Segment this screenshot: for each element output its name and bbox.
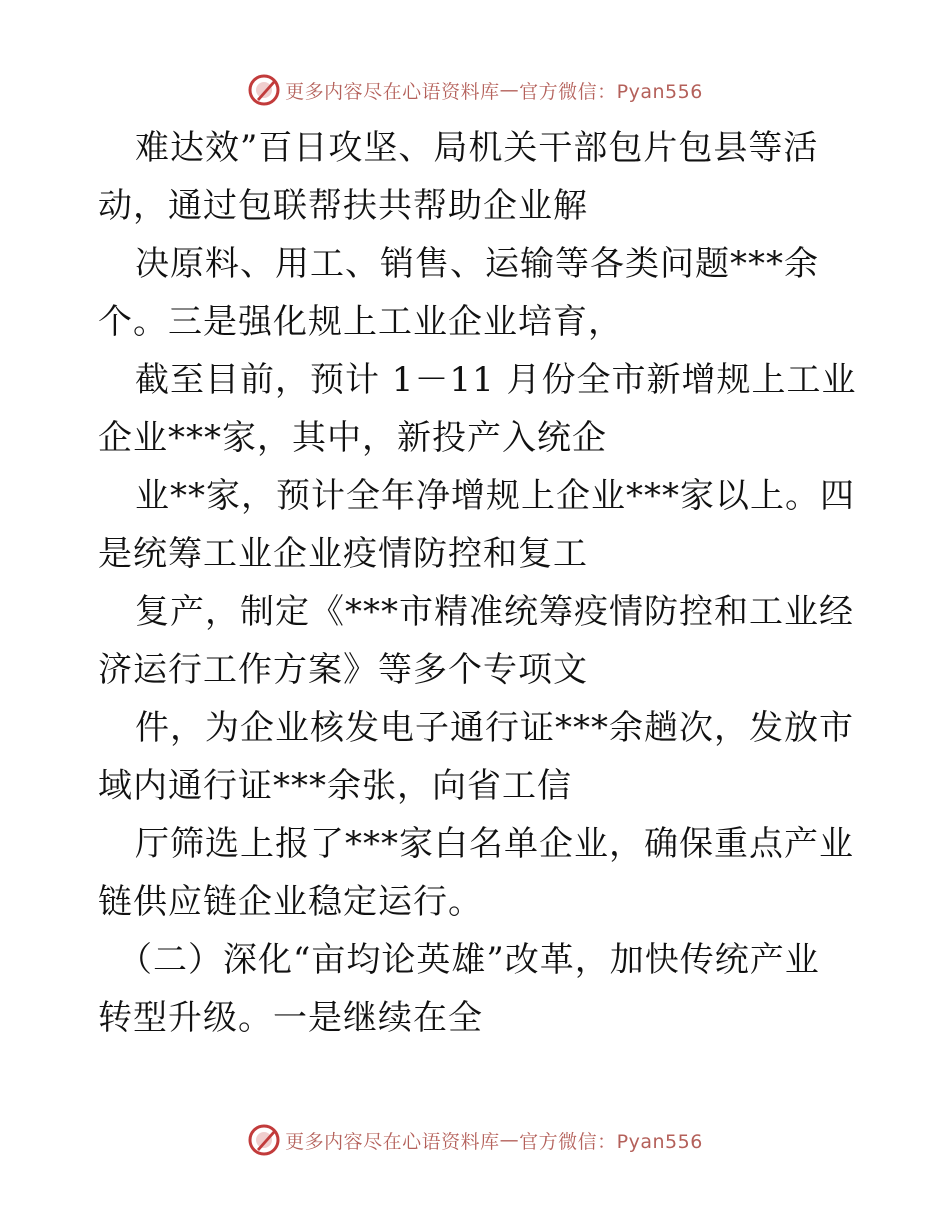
header-banner-text: 更多内容尽在心语资料库 — [285, 80, 500, 103]
body-line: （二）深化“亩均论英雄”改革，加快传统产业 — [118, 940, 820, 980]
body-line: 业**家，预计全年净增规上企业***家以上。四 — [135, 476, 855, 516]
body-line: 复产，制定《***市精准统筹疫情防控和工业经 — [135, 592, 854, 632]
body-line: 件，为企业核发电子通行证***余趟次，发放市 — [135, 708, 854, 748]
footer-banner — [0, 1120, 950, 1160]
body-line: 济运行工作方案》等多个专项文 — [98, 650, 588, 690]
body-line: 链供应链企业稳定运行。 — [98, 882, 483, 922]
body-line: 厅筛选上报了***家白名单企业，确保重点产业 — [135, 824, 854, 864]
body-line: 个。三是强化规上工业企业培育， — [98, 302, 623, 342]
logo-icon — [247, 1123, 281, 1157]
footer-banner-separator: — — [499, 1129, 520, 1151]
body-line: 截至目前，预计 1－11 月份全市新增规上工业 — [135, 360, 857, 400]
body-line: 动，通过包联帮扶共帮助企业解 — [98, 186, 588, 226]
header-banner-wechat: 官方微信：Pyan556 — [519, 80, 703, 103]
body-line: 企业***家，其中，新投产入统企 — [98, 418, 607, 458]
footer-banner-wechat: 官方微信：Pyan556 — [519, 1130, 703, 1153]
body-line: 决原料、用工、销售、运输等各类问题***余 — [135, 244, 819, 284]
body-line: 难达效”百日攻坚、局机关干部包片包县等活 — [135, 128, 819, 168]
body-line: 是统筹工业企业疫情防控和复工 — [98, 534, 588, 574]
header-banner-separator: — — [499, 79, 520, 101]
body-line: 域内通行证***余张，向省工信 — [98, 766, 572, 806]
footer-banner-text: 更多内容尽在心语资料库 — [285, 1130, 500, 1153]
body-line: 转型升级。一是继续在全 — [98, 998, 483, 1038]
